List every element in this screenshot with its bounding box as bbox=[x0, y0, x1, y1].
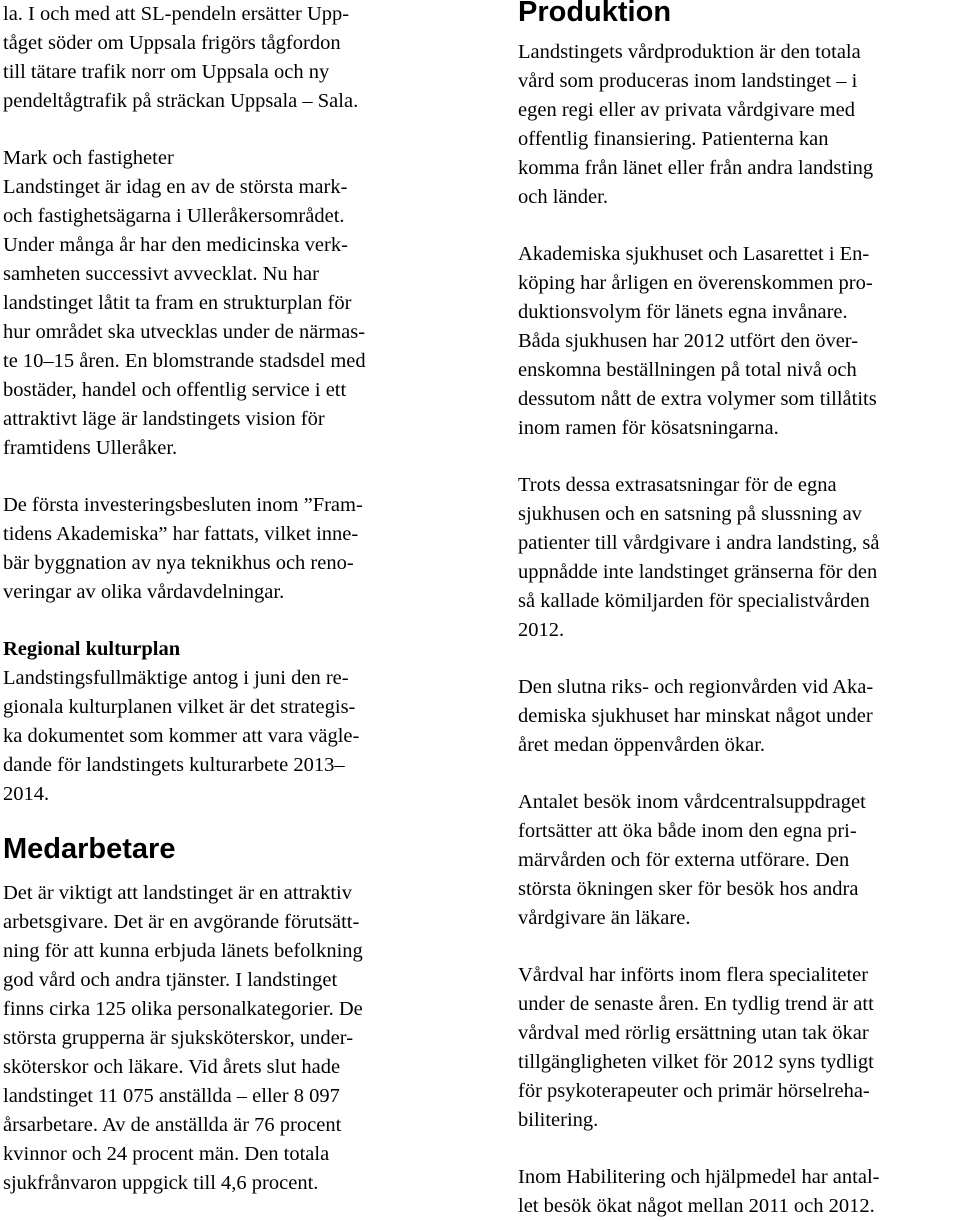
mark-heading: Mark och fastigheter bbox=[3, 147, 174, 169]
besok-paragraph bbox=[518, 788, 958, 933]
text-line: dande för landstingets kulturarbete 2013– bbox=[3, 754, 345, 776]
text-line: under de senaste åren. En tydlig trend är att bbox=[518, 993, 874, 1015]
text-line: köping har årligen en överenskommen pro- bbox=[518, 272, 873, 294]
paragraph-gap bbox=[3, 116, 448, 144]
text-line: arbetsgivare. Det är en avgörande förutsätt- bbox=[3, 911, 360, 933]
text-line: Vårdval har införts inom flera specialiteter bbox=[518, 964, 869, 986]
text-line: 2012. bbox=[518, 619, 565, 641]
text-line: Trots dessa extrasatsningar för de egna bbox=[518, 474, 837, 496]
text-line: och länder. bbox=[518, 186, 608, 208]
sluten-paragraph bbox=[518, 673, 958, 760]
text-line: Inom Habilitering och hjälpmedel har antal- bbox=[518, 1166, 880, 1188]
text-line: inom ramen för kösatsningarna. bbox=[518, 417, 779, 439]
text-line: största grupperna är sjuksköterskor, under- bbox=[3, 1027, 354, 1049]
text-line: Antalet besök inom vårdcentralsuppdraget bbox=[518, 791, 866, 813]
text-line: bostäder, handel och offentlig service i ett bbox=[3, 379, 347, 401]
habilitering-paragraph bbox=[518, 1163, 958, 1221]
text-line: offentlig finansiering. Patienterna kan bbox=[518, 128, 829, 150]
text-line: för psykoterapeuter och primär hörselreha- bbox=[518, 1080, 870, 1102]
produktion-heading: Produktion bbox=[518, 0, 672, 28]
text-line: och fastighetsägarna i Ulleråkersområdet. bbox=[3, 205, 345, 227]
text-line: Landstinget är idag en av de största mark- bbox=[3, 176, 348, 198]
text-line: samheten successivt avvecklat. Nu har bbox=[3, 263, 319, 285]
text-line: demiska sjukhuset har minskat något under bbox=[518, 705, 873, 727]
text-line: Båda sjukhusen har 2012 utfört den över- bbox=[518, 330, 859, 352]
paragraph-gap bbox=[518, 212, 958, 240]
text-line: let besök ökat något mellan 2011 och 2012. bbox=[518, 1195, 875, 1217]
paragraph-gap bbox=[518, 760, 958, 788]
text-line: te 10–15 åren. En blomstrande stadsdel med bbox=[3, 350, 366, 372]
medarbetare-section bbox=[3, 831, 448, 1198]
text-line: Det är viktigt att landstinget är en attraktiv bbox=[3, 882, 352, 904]
text-line: sköterskor och läkare. Vid årets slut hade bbox=[3, 1056, 341, 1078]
text-line: vård som produceras inom landstinget – i bbox=[518, 70, 858, 92]
text-line: ka dokumentet som kommer att vara vägle- bbox=[3, 725, 360, 747]
text-line: duktionsvolym för länets egna invånare. bbox=[518, 301, 848, 323]
text-line: landstinget 11 075 anställda – eller 8 097 bbox=[3, 1085, 340, 1107]
text-line: Landstingets vårdproduktion är den totala bbox=[518, 41, 861, 63]
paragraph-gap bbox=[3, 607, 448, 635]
paragraph-gap bbox=[3, 463, 448, 491]
text-line: gionala kulturplanen vilket är det strategis- bbox=[3, 696, 356, 718]
text-line: Den slutna riks- och regionvården vid Aka- bbox=[518, 676, 874, 698]
kultur-heading: Regional kulturplan bbox=[3, 638, 181, 660]
text-line: enskomna beställningen på total nivå och bbox=[518, 359, 857, 381]
text-line: la. I och med att SL-pendeln ersätter Upp- bbox=[3, 3, 350, 25]
text-line: Akademiska sjukhuset och Lasarettet i En- bbox=[518, 243, 870, 265]
text-line: största ökningen sker för besök hos andra bbox=[518, 878, 859, 900]
text-line: dessutom nått de extra volymer som tillåtits bbox=[518, 388, 877, 410]
paragraph-gap bbox=[518, 933, 958, 961]
text-line: så kallade kömiljarden för specialistvården bbox=[518, 590, 870, 612]
mark-section bbox=[3, 144, 448, 463]
text-line: attraktivt läge är landstingets vision för bbox=[3, 408, 325, 430]
text-line: veringar av olika vårdavdelningar. bbox=[3, 581, 285, 603]
akademiska-paragraph bbox=[518, 240, 958, 443]
text-line: till tätare trafik norr om Uppsala och ny bbox=[3, 61, 330, 83]
text-line: året medan öppenvården ökar. bbox=[518, 734, 766, 756]
text-line: 2014. bbox=[3, 783, 50, 805]
intro-paragraph bbox=[3, 0, 448, 116]
text-line: Under många år har den medicinska verk- bbox=[3, 234, 348, 256]
text-line: årsarbetare. Av de anställda är 76 procent bbox=[3, 1114, 342, 1136]
text-line: patienter till vårdgivare i andra landsting, så bbox=[518, 532, 880, 554]
trots-paragraph bbox=[518, 471, 958, 645]
text-line: bilitering. bbox=[518, 1109, 599, 1131]
produktion-section bbox=[518, 0, 958, 212]
text-line: Landstingsfullmäktige antog i juni den re- bbox=[3, 667, 349, 689]
text-line: finns cirka 125 olika personalkategorier. De bbox=[3, 998, 363, 1020]
text-line: pendeltågtrafik på sträckan Uppsala – Sala. bbox=[3, 90, 359, 112]
vardval-paragraph bbox=[518, 961, 958, 1135]
paragraph-gap bbox=[3, 809, 448, 831]
paragraph-gap bbox=[518, 443, 958, 471]
text-line: tidens Akademiska” har fattats, vilket inne- bbox=[3, 523, 359, 545]
text-line: tillgängligheten vilket för 2012 syns tydligt bbox=[518, 1051, 874, 1073]
text-line: landstinget låtit ta fram en strukturplan för bbox=[3, 292, 352, 314]
text-line: god vård och andra tjänster. I landstinget bbox=[3, 969, 338, 991]
text-line: sjukhusen och en satsning på slussning av bbox=[518, 503, 862, 525]
text-line: vårdgivare än läkare. bbox=[518, 907, 691, 929]
text-line: fortsätter att öka både inom den egna pri- bbox=[518, 820, 857, 842]
kultur-section bbox=[3, 635, 448, 809]
text-line: hur området ska utvecklas under de närmas- bbox=[3, 321, 366, 343]
text-line: tåget söder om Uppsala frigörs tågfordon bbox=[3, 32, 341, 54]
left-column bbox=[3, 0, 448, 1198]
text-line: ning för att kunna erbjuda länets befolkning bbox=[3, 940, 363, 962]
text-line: vårdval med rörlig ersättning utan tak ökar bbox=[518, 1022, 869, 1044]
text-line: sjukfrånvaron uppgick till 4,6 procent. bbox=[3, 1172, 319, 1194]
investment-paragraph bbox=[3, 491, 448, 607]
text-line: framtidens Ulleråker. bbox=[3, 437, 178, 459]
right-column bbox=[518, 0, 958, 1221]
text-line: bär byggnation av nya teknikhus och reno- bbox=[3, 552, 354, 574]
text-line: uppnådde inte landstinget gränserna för den bbox=[518, 561, 878, 583]
text-line: De första investeringsbesluten inom ”Fram- bbox=[3, 494, 363, 516]
text-line: egen regi eller av privata vårdgivare med bbox=[518, 99, 855, 121]
text-line: komma från länet eller från andra landsting bbox=[518, 157, 874, 179]
paragraph-gap bbox=[518, 645, 958, 673]
medarbetare-heading: Medarbetare bbox=[3, 833, 176, 865]
paragraph-gap bbox=[518, 1135, 958, 1163]
text-line: kvinnor och 24 procent män. Den totala bbox=[3, 1143, 330, 1165]
text-line: märvården och för externa utförare. Den bbox=[518, 849, 850, 871]
